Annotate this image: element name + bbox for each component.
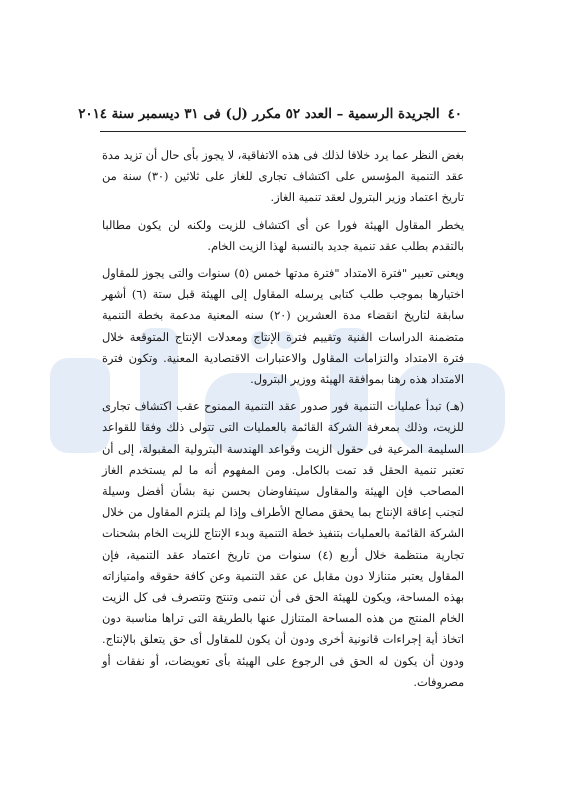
paragraph: ويعنى تعبير "فترة الامتداد "فترة مدتها خمس (٥) سنوات والتى يجوز للمقاول اختيارها بموجب طلب كتابى يرسله المقاول إلى الهيئة قبل ستة (٦) أشهر سابقة لتاريخ انقضاء مدة العشرين (٢٠) سنه المعنية مدعمة بخطة التنمية متضمنة الدراسات الفنية وتقييم فترة الإنتاج ومعدلات الإنتاج المتوقعة خلال فترة الامتداد والتزامات المقاول والاعتبارات الاقتصادية المعنية. وتكون فترة الامتداد هذه رهنا بموافقة الهيئة ووزير البترول. <box>102 267 464 387</box>
paragraph: (هـ) تبدأ عمليات التنمية فور صدور عقد التنمية الممنوح عقب اكتشاف تجارى للزيت، وذلك بمعرفة الشركة القائمة بالعمليات التى تتولى ذلك وفقا للقواعد السليمة المرعية فى حقول الزيت وقواعد الهندسة البترولية المقبولة، إلى أن تعتبر تنمية الحقل قد تمت بالكامل. ومن المفهوم أنه ما لم يستخدم الغاز المصاحب فإن الهيئة والمقاول سيتفاوضان بحسن نية بشأن أفضل وسيلة لتجنب إعاقة الإنتاج بما يحقق مصالح الأطراف وإذا لم يلتزم المقاول من خلال الشركة القائمة بالعمليات بتنفيذ خطة التنمية وبدء الإنتاج للزيت الخام بشحنات تجارية منتظمة خلال أربع (٤) سنوات من تاريخ اعتماد عقد التنمية، فإن المقاول يعتبر متنازلا دون مقابل عن عقد التنمية وعن كافة حقوقه وامتيازاته بهذه المساحة، ويكون للهيئة الحق فى أن تنمى وتنتج وتتصرف فى كل الزيت الخام المنتج من هذه المساحة المتنازل عنها بالطريقة التى تراها مناسبة دون اتخاذ أية إجراءات قانونية أخرى ودون أن يكون للمقاول أى حق يتعلق بالإنتاج. ودون أن يكون له الحق فى الرجوع على الهيئة بأى تعويضات، أو نفقات أو مصروفات. <box>102 400 465 689</box>
gazette-title: الجريدة الرسمية – العدد ٥٢ مكرر (ل) فى ٣١ ديسمبر سنة ٢٠١٤ <box>78 106 440 122</box>
paragraph: يخطر المقاول الهيئة فورا عن أى اكتشاف للزيت ولكنه لن يكون مطالبا بالتقدم بطلب عقد تنمية جديد بالنسبة لهذا الزيت الخام. <box>102 218 464 253</box>
page-number: ٤٠ <box>447 106 462 122</box>
paragraph: بغض النظر عما يرد خلافا لذلك فى هذه الاتفاقية، لا يجوز بأى حال أن تزيد مدة عقد التنمية المؤسس على اكتشاف تجارى للغاز على ثلاثين (٣٠) سنة من تاريخ اعتماد وزير البترول لعقد تنمية الغاز. <box>102 149 465 205</box>
header-divider <box>100 131 466 132</box>
document-body <box>102 145 464 693</box>
running-header <box>78 106 462 122</box>
